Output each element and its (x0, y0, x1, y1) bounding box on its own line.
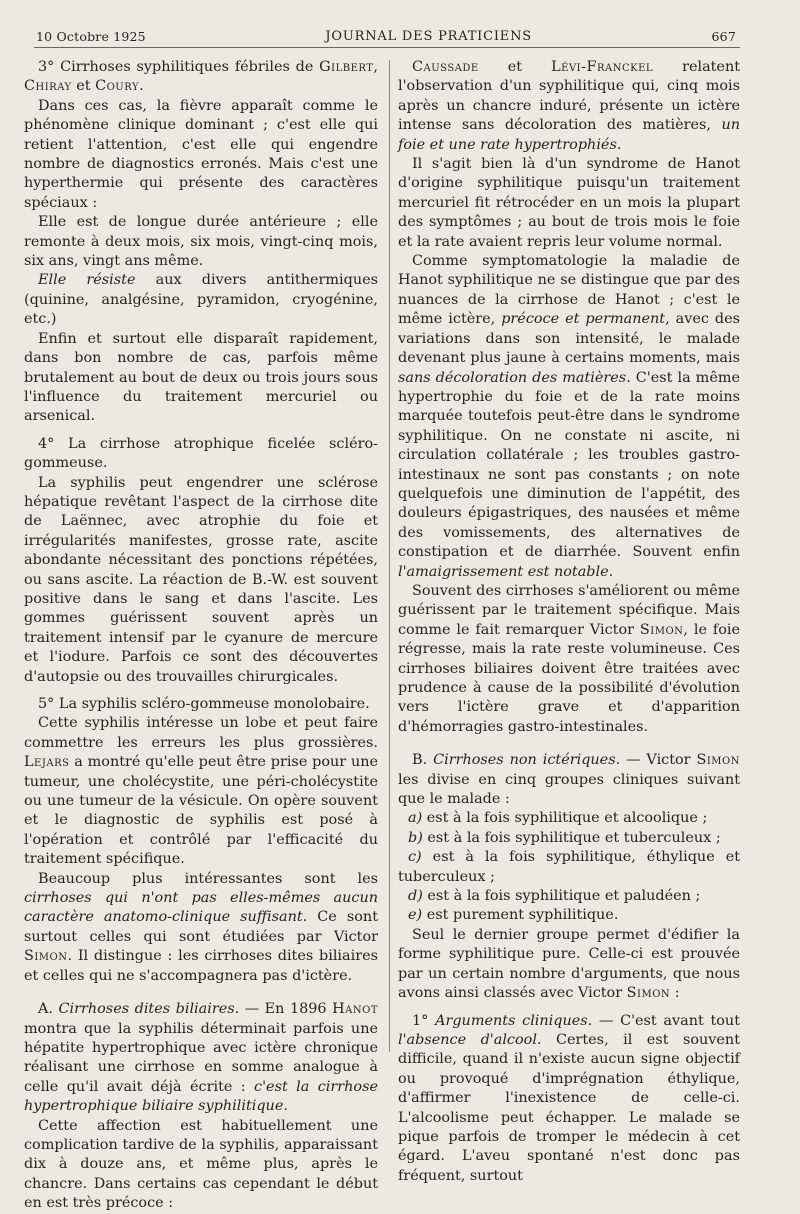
section-5-heading: 5° La syphilis scléro-gommeuse monolobaire. (38, 696, 370, 712)
list-item: b) est à la fois syphilitique et tuberculeux ; (408, 829, 721, 846)
author-name: Simon (639, 621, 684, 638)
author-name: Coury (95, 78, 140, 95)
author-name: Lejars (24, 754, 70, 771)
section-A-heading: A. Cirrhoses dites biliaires. — En 1896 Hanot montra que la syphilis déterminait parfois une hépatite hypertrophique avec ictère chronique réalisant une cirrhose en somme analogue à celle qu'il avait déjà écrite : c'est la cirrhose hypertrophique biliaire syphilitique. (24, 1001, 378, 1115)
author-name: Lévi-Franckel (551, 59, 654, 75)
author-name: Caussade (412, 59, 479, 75)
paragraph: Cette syphilis intéresse un lobe et peut faire commettre les erreurs les plus grossières. Lejars a montré qu'elle peut être prise pour une tumeur, une cholécystite, une péri-cholécystite ou une tumeur de la vésicule. On opère souvent et le diagnostic de syphilis est posé à l'opération et contrôlé par l'efficacité du traitement spécifique. (24, 715, 378, 868)
list-item: c) est à la fois syphilitique, éthylique et tuberculeux ; (398, 849, 740, 885)
header-rule (34, 47, 740, 48)
list-letter: e) (408, 907, 423, 924)
paragraph: Il s'agit bien là d'un syndrome de Hanot d'origine syphilitique puisqu'un traitement mercuriel fit rétrocéder en un mois la plupart des symptômes ; au bout de trois mois le foie et la rate avaient repris leur volume normal. (398, 156, 740, 250)
issue-date: 10 Octobre 1925 (36, 28, 146, 44)
paragraph: Comme symptomatologie la maladie de Hanot syphilitique ne se distingue que par des nuances de la cirrhose de Hanot ; c'est le même ictère, précoce et permanent, avec des variations dans son intensité, le malade devenant plus jaune à certains moments, mais sans décoloration des matières. C'est la même hypertrophie du foie et de la rate moins marquée toutefois peut-être dans le syndrome syphilitique. On ne constate ni ascite, ni circulation collatérale ; les troubles gastro-intestinaux ne sont pas constants ; on note quelquefois une diminution de l'appétit, des douleurs épigastriques, des nausées et même des vomissements, des alternatives de constipation et de diarrhée. Souvent enfin l'amaigrissement est notable. (398, 253, 740, 580)
emphasis: Elle résiste (38, 272, 136, 289)
emphasis: sans décoloration des matières (398, 369, 627, 386)
list-letter: c) (408, 849, 422, 866)
journal-title: JOURNAL DES PRATICIENS (325, 28, 532, 44)
emphasis: Cirrhoses non ictériques (433, 752, 616, 769)
paragraph: La syphilis peut engendrer une sclérose hépatique revêtant l'aspect de la cirrhose dite de Laënnec, avec atrophie du foie et irrégularités manifestes, grosse rate, ascite abondante nécessitant des ponctions répétées, ou sans ascite. La réaction de B.-W. est souvent positive dans le sang et dans l'ascite. Les gommes guérissent souvent après un traitement intensif par le cyanure de mercure et l'iodure. Parfois ce sont des découvertes d'autopsie ou des trouvailles chirurgicales. (24, 474, 378, 685)
author-name: Chiray (24, 78, 72, 95)
paragraph: Dans ces cas, la fièvre apparaît comme le phénomène clinique dominant ; c'est elle qui retient l'attention, c'est elle qui engendre nombre de diagnostics erronés. Mais c'est une hyperthermie qui présente des caractères spéciaux : (24, 97, 378, 211)
paragraph: Elle résiste aux divers antithermiques (quinine, analgésine, pyramidon, cryogénine, etc.) (24, 272, 378, 328)
author-name: Hanot (332, 1001, 378, 1018)
emphasis: c'est la cirrhose hypertrophique biliaire syphilitique. (24, 1078, 378, 1115)
section-3-heading: 3° Cirrhoses syphilitiques fébriles de Gilbert, Chiray et Coury. (24, 59, 378, 95)
emphasis: l'amaigrissement est notable. (398, 563, 614, 580)
emphasis: l'absence d'alcool (398, 1031, 537, 1048)
paragraph: Elle est de longue durée antérieure ; elle remonte à deux mois, six mois, vingt-cinq mois, six ans, vingt ans même. (24, 214, 378, 270)
section-B-heading: B. Cirrhoses non ictériques. — Victor Simon les divise en cinq groupes cliniques suivant que le malade : (398, 752, 740, 808)
paragraph: Caussade et Lévi-Franckel relatent l'observation d'un syphilitique qui, cinq mois après un chancre induré, présente un ictère intense sans décoloration des matières, un foie et une rate hypertrophiés. (398, 59, 740, 153)
page-number: 667 (711, 28, 736, 44)
author-name: Simon (696, 752, 740, 769)
list-item: a) est à la fois syphilitique et alcoolique ; (408, 810, 708, 827)
paragraph: Seul le dernier groupe permet d'édifier la forme syphilitique pure. Celle-ci est prouvée par un certain nombre d'arguments, que nous avons ainsi classés avec Victor Simon : (398, 926, 740, 1002)
list-item: e) est purement syphilitique. (408, 907, 619, 924)
list-item: d) est à la fois syphilitique et paludéen ; (408, 888, 701, 905)
emphasis: précoce et permanent (501, 311, 666, 328)
paragraph: Cette affection est habituellement une complication tardive de la syphilis, apparaissant dix à douze ans, et même plus, après le chancre. Dans certains cas cependant le début en est très précoce : (24, 1117, 378, 1212)
right-column (398, 58, 740, 1186)
list-letter: a) (408, 810, 423, 827)
left-column (24, 58, 378, 1214)
column-divider (389, 60, 390, 1052)
arguments-cliniques-paragraph: 1° Arguments cliniques. — C'est avant tout l'absence d'alcool. Certes, il est souvent difficile, quand il n'existe aucun signe objectif ou provoqué d'imprégnation éthylique, d'affirmer l'inexistence de celle-ci. L'alcoolisme peut échapper. Le malade se pique parfois de tromper le médecin à cet égard. L'aveu spontané n'est donc pas fréquent, surtout (398, 1012, 740, 1184)
paragraph: Souvent des cirrhoses s'améliorent ou même guérissent par le traitement spécifique. Mais comme le fait remarquer Victor Simon, le foie régresse, mais la rate reste volumineuse. Ces cirrhoses biliaires doivent être traitées avec prudence à cause de la possibilité d'évolution vers l'ictère grave et d'apparition d'hémorragies gastro-intestinales. (398, 582, 740, 735)
author-name: Gilbert (319, 59, 374, 75)
emphasis: Cirrhoses dites biliaires (58, 1001, 235, 1018)
running-header (36, 26, 736, 46)
section-4-heading: 4° La cirrhose atrophique ficelée scléro-gommeuse. (24, 435, 378, 472)
author-name: Simon (626, 985, 671, 1002)
list-letter: d) (408, 888, 423, 905)
emphasis: cirrhoses qui n'ont pas elles-mêmes aucun caractère anatomo-clinique suffisant (24, 890, 378, 926)
emphasis: Arguments cliniques (435, 1012, 588, 1029)
paragraph: Enfin et surtout elle disparaît rapidement, dans bon nombre de cas, parfois même brutalement au bout de deux ou trois jours sous l'influence du traitement mercuriel ou arsenical. (24, 330, 378, 425)
paragraph: Beaucoup plus intéressantes sont les cirrhoses qui n'ont pas elles-mêmes aucun caractère anatomo-clinique suffisant. Ce sont surtout celles qui sont étudiées par Victor Simon. Il distingue : les cirrhoses dites biliaires et celles qui ne s'accompagnera pas d'ictère. (24, 870, 378, 984)
list-letter: b) (408, 829, 423, 846)
author-name: Simon (24, 948, 68, 965)
emphasis: un foie et une rate hypertrophiés. (398, 117, 740, 153)
